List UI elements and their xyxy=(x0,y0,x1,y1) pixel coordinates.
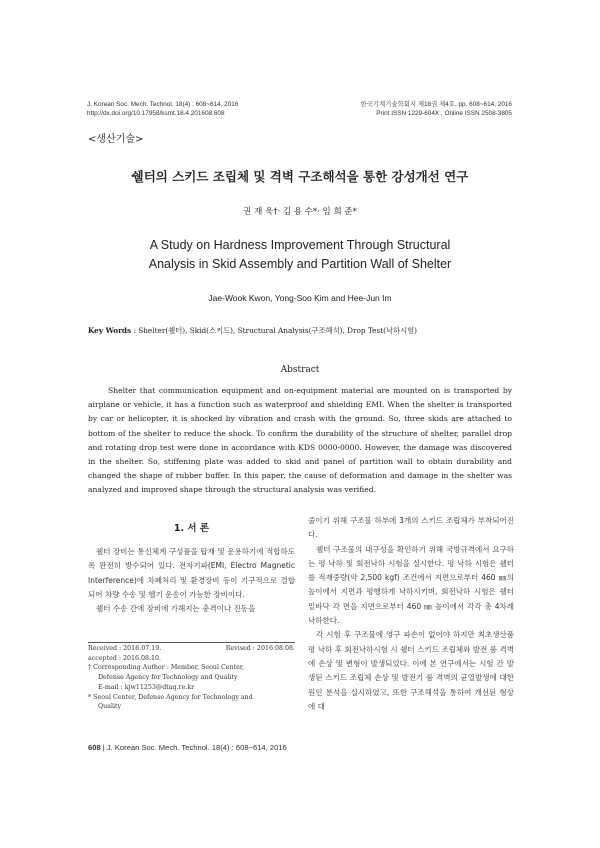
journal-header-left xyxy=(87,100,238,118)
abstract-body: Shelter that communication equipment and on-equipment material are mounted on is transported by airplane or vehicle, it has a function such as waterproof and shielding EMI. When the shelter is transported by car or helicopter, it is shocked by vibration and crash with the ground. So, three skids are attached to bottom of the shelter to reduce the shock. To confirm the durability of the structure of shelter, parallel drop and rotating drop test were done in accordance with KDS 0000-0000. However, the damage was discovered in the shelter. So, stiffening plate was added to skid and panel of partition wall to obtain durability and changed the shape of rubber buffer. In this paper, the cause of deformation and damage in the shelter was analyzed and improved shape through the structural analysis was verified. xyxy=(88,386,512,495)
received-date: Received : 2016.07.19. xyxy=(88,645,162,652)
footnote-divider xyxy=(88,642,295,643)
accepted-date: accepted : 2016.08.10. xyxy=(88,654,162,662)
title-en-line1: A Study on Hardness Improvement Through Structural xyxy=(149,238,451,252)
paper-title-english xyxy=(0,236,600,274)
authors-english: Jae-Wook Kwon, Yong-Soo Kim and Hee-Jun Im xyxy=(208,293,392,303)
abstract-heading: Abstract xyxy=(280,365,320,375)
author-email[interactable]: E-mail : kjw11253@dtaq.re.kr xyxy=(98,683,195,691)
intro-paragraph-4: 각 시험 후 구조물에 영구 파손이 없어야 하지만 최초생산품 평 낙하 후 회전낙하시험 시 쉘터 스키드 조립체와 발전 룸 격벽에 손상 및 변형이 발생되었다. 이에 본 연구에서는 시험 간 발생된 스키드 조립체 손상 및 발전기 룸 격벽의 균열발생에 대한 원인 분석을 실시하였고, 또한 구조해석을 통하여 개선된 형상에 대 xyxy=(308,630,514,711)
journal-header-right xyxy=(360,100,512,118)
revised-date: Revised : 2016.08.08. xyxy=(225,645,295,652)
title-en-line2: Analysis in Skid Assembly and Partition Wall of Shelter xyxy=(148,257,452,271)
section-heading-introduction: 1. 서 론 xyxy=(173,523,210,534)
corresponding-author: † Corresponding Author : Member, Seoul Center, xyxy=(88,664,245,672)
keywords xyxy=(88,326,417,336)
page-footer xyxy=(88,743,287,752)
paper-title-korean: 쉘터의 스키드 조립체 및 격벽 구조해석을 통한 강성개선 연구 xyxy=(131,169,469,184)
keywords-label: Key Words xyxy=(88,326,132,335)
date-row xyxy=(88,644,295,654)
right-column xyxy=(308,514,514,714)
journal-citation-korean: 한국기계기술학회지 제18권 제4호, pp. 608~614, 2016 xyxy=(360,101,512,108)
intro-paragraph-1: 쉘터 장비는 통신체계 구성품을 탑재 및 운용하기에 적합하도록 완전히 방수되어 있다. 전자기파(EMI, Electro Magnetic Interference)에 차폐처리 및 환경장비 등이 기구적으로 결합되어 차량 수송 및 헬기 운송이 가능한 장비이다. xyxy=(88,547,295,599)
issn-info: Print ISSN 1229-604X , Online ISSN 2508-3805 xyxy=(376,110,512,117)
doi-link[interactable]: http://dx.doi.org/10.17958/ksmt.18.4.201608.608 xyxy=(87,110,225,117)
intro-paragraph-2-cont: 줄이기 위해 구조물 하부에 3개의 스키드 조립체가 부착되어진다. xyxy=(308,516,514,540)
keywords-text: : Shelter(쉘터), Skid(스키드), Structural Analysis(구조해석), Drop Test(낙하시험) xyxy=(131,326,418,335)
section-tag: <생산기술> xyxy=(88,134,144,145)
left-column xyxy=(88,545,295,616)
corresponding-affiliation: Defense Agency for Technology and Quality xyxy=(98,674,238,682)
footnotes xyxy=(88,644,295,712)
intro-paragraph-2: 쉘터 수송 간에 장비에 가해지는 충격이나 진동을 xyxy=(96,604,256,614)
intro-paragraph-3: 쉘터 구조물의 내구성을 확인하기 위해 국방규격에서 요구하는 평 낙하 및 회전낙하 시험을 실시한다. 평 낙하 시험은 쉘터를 적재중량(약 2,500 kgf) 조건에서 지면으로부터 460 ㎜의 높이에서 지면과 평행하게 낙하시키며, 회전낙하 시험은 쉘터 밑바닥 각 면을 지면으로부터 460 ㎜ 높이에서 각각 총 4차례 낙하한다. xyxy=(308,544,514,626)
footer-citation: | J. Korean Soc. Mech. Technol. 18(4) : 608~614, 2016 xyxy=(100,743,287,752)
affiliation-note-cont: Quality xyxy=(98,703,122,711)
page-number: 608 xyxy=(88,743,101,752)
authors-korean: 권 재 욱†· 김 용 수*· 임 희 준* xyxy=(243,207,357,217)
affiliation-note: * Seoul Center, Defense Agency for Technology and xyxy=(88,693,253,701)
journal-citation: J. Korean Soc. Mech. Technol. 18(4) : 608~614, 2016 xyxy=(87,101,239,108)
